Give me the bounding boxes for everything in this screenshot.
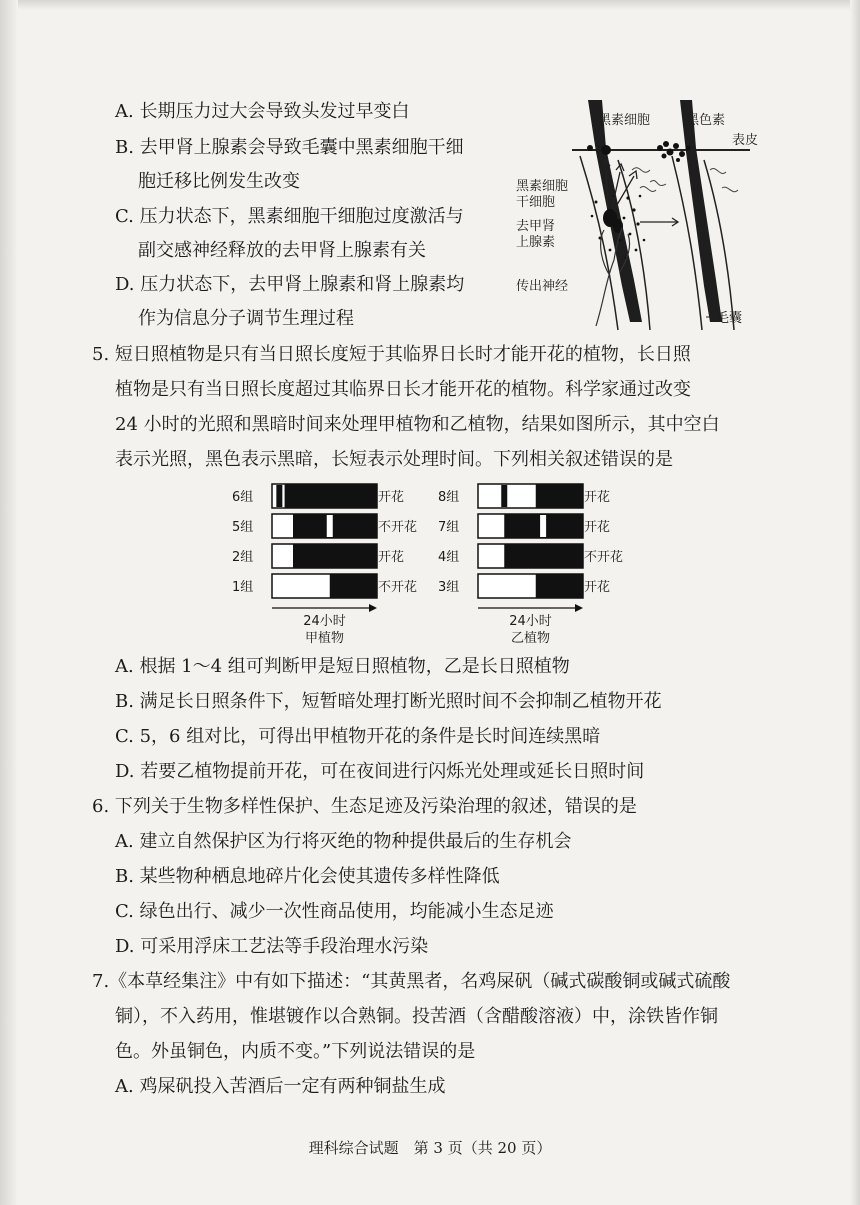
- label-melanocyte: 黑素细胞: [598, 113, 651, 128]
- q6-option-c: C. 绿色出行、减少一次性商品使用，均能减小生态足迹: [115, 901, 554, 922]
- p2-axis-label: 24小时: [509, 614, 552, 629]
- p1-row3-result: 开花: [378, 550, 405, 565]
- label-follicle: 毛囊: [716, 311, 743, 326]
- q4-option-a: A. 长期压力过大会导致头发过早变白: [115, 101, 410, 122]
- hair-follicle-figure: [510, 100, 780, 345]
- p1-row2-dark-period: [293, 514, 377, 538]
- q4-option-d: D. 压力状态下，去甲肾上腺素和肾上腺素均: [115, 274, 465, 295]
- melanocyte-dot-2: [587, 145, 593, 151]
- q6-option-b: B. 某些物种栖息地碎片化会使其遗传多样性降低: [115, 866, 500, 887]
- q6-option-d: D. 可采用浮床工艺法等手段治理水污染: [115, 936, 429, 957]
- q5-option-c: C. 5，6 组对比，可得出甲植物开花的条件是长时间连续黑暗: [115, 726, 601, 747]
- p1-row1-group-label: 6组: [232, 490, 254, 505]
- q4-option-c: C. 压力状态下，黑素细胞干细胞过度激活与: [115, 206, 464, 227]
- q5-line-4: 表示光照，黑色表示黑暗，长短表示处理时间。下列相关叙述错误的是: [115, 449, 673, 470]
- p1-row3-dark-period: [293, 544, 377, 568]
- p2-row2-group-label: 7组: [438, 520, 460, 535]
- photoperiod-figure: [230, 480, 660, 645]
- p2-row1-interruption: [501, 485, 507, 507]
- p2-row4-result: 开花: [584, 580, 611, 595]
- q7-option-a: A. 鸡屎矾投入苦酒后一定有两种铜盐生成: [115, 1076, 446, 1097]
- p2-row2-interruption: [540, 515, 546, 537]
- q6-stem: 6. 下列关于生物多样性保护、生态足迹及污染治理的叙述，错误的是: [92, 796, 637, 817]
- label-norepinephrine-2: 上腺素: [516, 235, 556, 250]
- p2-row1-dark-period: [536, 484, 583, 508]
- p1-row2-interruption: [327, 515, 333, 537]
- label-epidermis: 表皮: [732, 133, 759, 148]
- p1-plant-label: 甲植物: [304, 631, 345, 645]
- p2-row3-dark-period: [504, 544, 583, 568]
- q4-option-b: B. 去甲肾上腺素会导致毛囊中黑素细胞干细: [115, 137, 464, 158]
- q7-line-2: 铜），不入药用，惟堪镀作以合熟铜。投苦酒（含醋酸溶液）中，涂铁皆作铜: [115, 1006, 718, 1027]
- q5-line-1: 5. 短日照植物是只有当日照长度短于其临界日长时才能开花的植物，长日照: [92, 344, 691, 365]
- p2-row3-group-label: 4组: [438, 550, 460, 565]
- scan-edge-top: [0, 0, 860, 10]
- p1-row4-result: 不开花: [378, 580, 418, 595]
- tissue-squiggles: [632, 168, 738, 192]
- p2-plant-label: 乙植物: [510, 631, 551, 645]
- p1-row1-dark-period: [285, 484, 377, 508]
- label-efferent-nerve: 传出神经: [516, 279, 569, 294]
- p2-row2-result: 开花: [584, 520, 611, 535]
- q4-option-c-cont: 副交感神经释放的去甲肾上腺素有关: [138, 240, 426, 261]
- p1-row1-interruption: [276, 485, 282, 507]
- p1-row4-group-label: 1组: [232, 580, 254, 595]
- q5-option-d: D. 若要乙植物提前开花，可在夜间进行闪烁光处理或延长日照时间: [115, 761, 645, 782]
- scan-edge-right: [850, 0, 860, 1205]
- q4-option-b-cont: 胞迁移比例发生改变: [138, 171, 300, 192]
- p1-axis-label: 24小时: [303, 614, 346, 629]
- label-melanin: 黑色素: [686, 113, 726, 128]
- p2-axis-arrow: [575, 604, 583, 612]
- q7-line-3: 色。外虽铜色，内质不变。”下列说法错误的是: [115, 1041, 476, 1062]
- q5-option-a: A. 根据 1～4 组可判断甲是短日照植物，乙是长日照植物: [115, 656, 570, 677]
- scan-edge-left: [0, 0, 18, 1205]
- label-stem-cell-1: 黑素细胞: [516, 179, 569, 194]
- melanocyte-dot: [601, 145, 611, 155]
- p1-axis-arrow: [369, 604, 377, 612]
- p1-row2-result: 不开花: [378, 520, 418, 535]
- label-stem-cell-2: 干细胞: [516, 195, 556, 210]
- q7-line-1: 7.《本草经集注》中有如下描述：“其黄黑者，名鸡屎矾（碱式碳酸铜或碱式硫酸: [92, 971, 731, 992]
- hair-shaft-right: [680, 100, 722, 322]
- q5-line-2: 植物是只有当日照长度超过其临界日长才能开花的植物。科学家通过改变: [115, 379, 691, 400]
- p1-row4-dark-period: [330, 574, 377, 598]
- p1-row2-group-label: 5组: [232, 520, 254, 535]
- q4-option-d-cont: 作为信息分子调节生理过程: [138, 308, 354, 329]
- label-norepinephrine-1: 去甲肾: [516, 219, 556, 234]
- p2-row1-group-label: 8组: [438, 490, 460, 505]
- q5-option-b: B. 满足长日照条件下，短暂暗处理打断光照时间不会抑制乙植物开花: [115, 691, 662, 712]
- p1-row1-result: 开花: [378, 490, 405, 505]
- p2-row4-dark-period: [536, 574, 583, 598]
- q6-option-a: A. 建立自然保护区为行将灭绝的物种提供最后的生存机会: [115, 831, 572, 852]
- p2-row1-result: 开花: [584, 490, 611, 505]
- p2-row3-result: 不开花: [584, 550, 624, 565]
- page-footer: 理科综合试题 第 3 页（共 20 页）: [308, 1139, 552, 1157]
- q5-line-3: 24 小时的光照和黑暗时间来处理甲植物和乙植物，结果如图所示，其中空白: [115, 414, 720, 435]
- p1-row3-group-label: 2组: [232, 550, 254, 565]
- p2-row4-group-label: 3组: [438, 580, 460, 595]
